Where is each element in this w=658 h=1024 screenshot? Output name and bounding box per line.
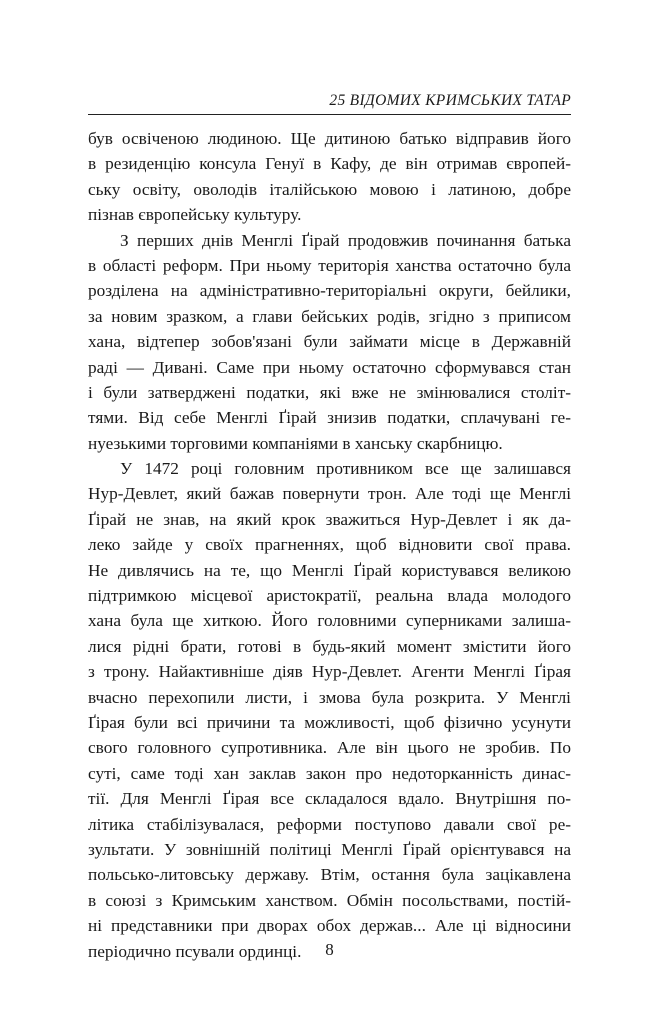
text-line: підтримкою місцевої аристократії, реальна влада молодого: [88, 586, 571, 606]
text-line: суті, саме тоді хан заклав закон про недоторканність динас-: [88, 763, 571, 783]
text-line: лися рідні брати, готові в будь-який момент змістити його: [88, 636, 571, 656]
text-line: зультати. У зовнішній політиці Менглі Ґірай орієнтувався на: [88, 839, 571, 859]
text-line: в резиденцію консула Генуї в Кафу, де він отримав європей-: [88, 154, 571, 174]
header-rule: [88, 114, 571, 115]
paragraph: [88, 456, 571, 964]
text-line: вчасно перехопили листи, і змова була розкрита. У Менглі: [88, 687, 571, 707]
text-line: польсько-литовську державу. Втім, остання була зацікавлена: [88, 865, 571, 885]
text-line: пізнав європейську культуру.: [88, 205, 302, 225]
text-line: ні представники при дворах обох держав... Але ці відносини: [88, 916, 571, 936]
text-line: періодично псували ординці.: [88, 941, 302, 961]
text-line: тями. Від себе Менглі Ґірай знизив податки, сплачувані ге-: [88, 408, 571, 428]
paragraph: [88, 228, 571, 457]
text-line: тії. Для Менглі Ґірая все складалося вдало. Внутрішня по-: [88, 789, 571, 809]
text-line: літика стабілізувалася, реформи поступово давали свої ре-: [88, 814, 571, 834]
paragraph: [88, 126, 571, 228]
text-line: леко зайде у своїх прагненнях, щоб відновити свої права.: [88, 535, 571, 555]
text-line: хана, відтепер зобов'язані були займати місце в Державній: [88, 332, 571, 352]
text-line: Ґірай не знав, на який крок зважиться Нур-Девлет і як да-: [88, 509, 571, 529]
text-line: З перших днів Менглі Ґірай продовжив починання батька: [120, 230, 571, 250]
text-line: Не дивлячись на те, що Менглі Ґірай користувався великою: [88, 560, 571, 580]
text-line: і були затверджені податки, які вже не змінювалися століт-: [88, 382, 571, 402]
text-line: хана була ще хиткою. Його головними суперниками залиша-: [88, 611, 571, 631]
running-head: 25 ВІДОМИХ КРИМСЬКИХ ТАТАР: [329, 92, 571, 109]
text-line: розділена на адміністративно-територіальні округи, бейлики,: [88, 281, 571, 301]
text-line: в союзі з Кримським ханством. Обмін посольствами, постій-: [88, 890, 571, 910]
text-line: з трону. Найактивніше діяв Нур-Девлет. Агенти Менглі Ґірая: [88, 662, 571, 682]
text-line: за новим зразком, а глави бейських родів, згідно з приписом: [88, 306, 571, 326]
body-text: [88, 126, 571, 964]
text-line: Нур-Девлет, який бажав повернути трон. Але тоді ще Менглі: [88, 484, 571, 504]
text-line: ську освіту, оволодів італійською мовою і латиною, добре: [88, 179, 571, 199]
page-number: 8: [325, 940, 334, 959]
text-line: нуезькими торговими компаніями в ханську скарбницю.: [88, 433, 503, 453]
text-line: в області реформ. При ньому територія ханства остаточно була: [88, 255, 571, 275]
text-line: У 1472 році головним противником все ще залишався: [120, 459, 571, 479]
text-line: був освіченою людиною. Ще дитиною батько відправив його: [88, 129, 571, 148]
text-line: свого головного супротивника. Але він цього не зробив. По: [88, 738, 571, 758]
text-line: Ґірая були всі причини та можливості, щоб фізично усунути: [88, 712, 571, 732]
text-line: раді — Дивані. Саме при ньому остаточно сформувався стан: [88, 357, 571, 377]
